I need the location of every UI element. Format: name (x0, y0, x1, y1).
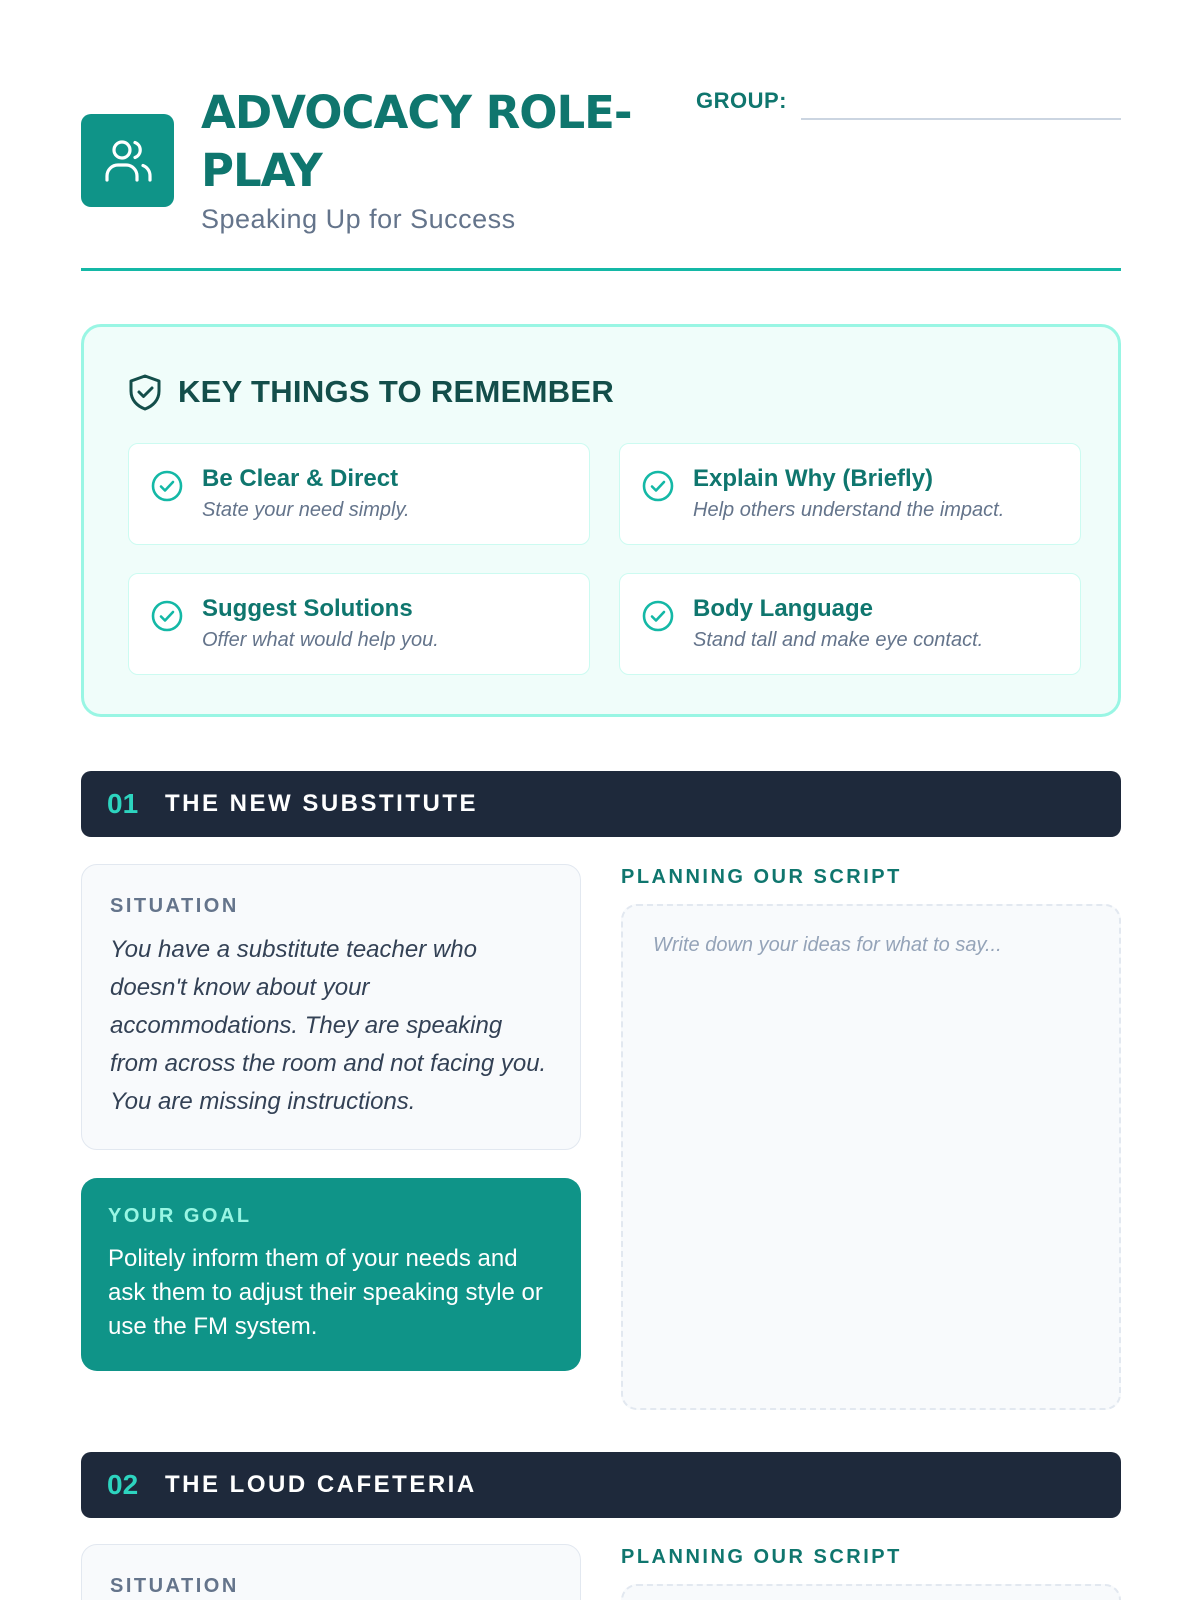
situation-card (81, 864, 581, 1150)
group-label: GROUP: (696, 88, 787, 113)
script-notes-area[interactable] (621, 904, 1121, 1410)
situation-text: You have a substitute teacher who doesn't know about your accommodations. They are speaking from across the room and not facing you. You are missing instructions. (110, 936, 547, 1115)
tip-card (128, 573, 590, 675)
page-title: ADVOCACY ROLE-PLAY (201, 86, 632, 197)
plan-label: PLANNING OUR SCRIPT (621, 866, 902, 888)
script-notes-area[interactable] (621, 1584, 1121, 1600)
goal-label: YOUR GOAL (108, 1205, 252, 1227)
page-header (81, 84, 1121, 271)
group-name-field[interactable] (801, 118, 1121, 120)
tip-title: Be Clear & Direct (202, 465, 399, 492)
tip-description: Stand tall and make eye contact. (693, 629, 984, 651)
scenario-title: THE NEW SUBSTITUTE (165, 790, 478, 817)
check-circle-icon (641, 469, 675, 503)
scenario-header (81, 771, 1121, 837)
tip-card (619, 443, 1081, 545)
tip-title: Explain Why (Briefly) (693, 465, 934, 492)
scenario-header (81, 1452, 1121, 1518)
tip-card (128, 443, 590, 545)
remember-title: KEY THINGS TO REMEMBER (178, 374, 615, 409)
logo-badge (81, 114, 174, 207)
check-circle-icon (150, 469, 184, 503)
situation-label: SITUATION (110, 1575, 239, 1597)
scenario-title: THE LOUD CAFETERIA (165, 1471, 477, 1498)
remember-heading (128, 373, 614, 411)
page-subtitle: Speaking Up for Success (201, 204, 516, 234)
script-placeholder: Write down your ideas for what to say... (653, 934, 1002, 956)
situation-label: SITUATION (110, 895, 239, 917)
plan-label: PLANNING OUR SCRIPT (621, 1546, 902, 1568)
check-circle-icon (641, 599, 675, 633)
tip-title: Suggest Solutions (202, 595, 413, 622)
situation-card (81, 1544, 581, 1600)
tip-title: Body Language (693, 595, 874, 622)
scenario-number: 01 (107, 788, 139, 819)
goal-text: Politely inform them of your needs and ask them to adjust their speaking style or use the FM system. (108, 1245, 543, 1340)
tip-card (619, 573, 1081, 675)
users-icon (103, 138, 153, 184)
tip-description: Offer what would help you. (202, 629, 439, 651)
scenario-number: 02 (107, 1469, 139, 1500)
tip-description: Help others understand the impact. (693, 499, 1005, 521)
shield-check-icon (128, 373, 162, 411)
check-circle-icon (150, 599, 184, 633)
tip-description: State your need simply. (202, 499, 410, 521)
remember-panel (81, 324, 1121, 717)
goal-card (81, 1178, 581, 1371)
